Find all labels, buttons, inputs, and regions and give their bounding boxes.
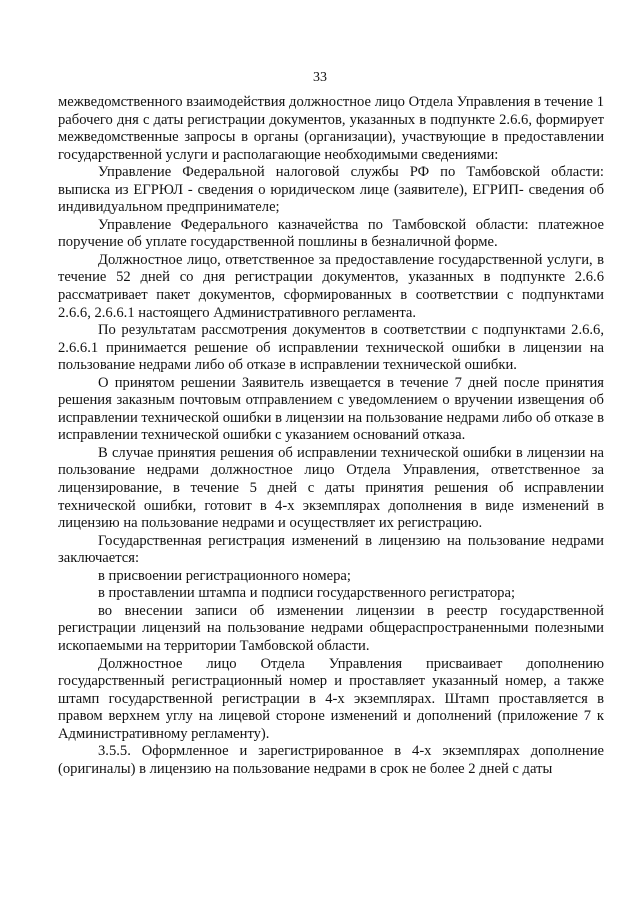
paragraph-state-registration: Государственная регистрация изменений в лицензию на пользование недрами заключается: xyxy=(58,532,604,567)
paragraph-applicant-notice: О принятом решении Заявитель извещается в течение 7 дней после принятия решения заказным почтовым отправлением с уведомлением о вручении извещения об исправлении технической ошибки в лицензии на пользование недрами либо об отказе в исправлении технической ошибки с указанием оснований отказа. xyxy=(58,374,604,444)
paragraph-section-3-5-5: 3.5.5. Оформленное и зарегистрированное в 4-х экземплярах дополнение (оригиналы) в лицензию на пользование недрами в срок не более 2 дней с даты xyxy=(58,743,604,777)
paragraph-assign-number: Должностное лицо Отдела Управления присваивает дополнению государственный регистрационный номер и проставляет указанный номер, а также штамп государственной регистрации в 4-х экземплярах. Штамп проставляется в правом верхнем углу на лицевой стороне изменений и дополнений (приложение 7 к Административному регламенту). xyxy=(58,655,604,742)
page-number: 33 xyxy=(313,70,327,85)
paragraph-tax-service: Управление Федеральной налоговой службы РФ по Тамбовской области: выписка из ЕГРЮЛ - сведения о юридическом лице (заявителе), ЕГРИП- сведения об индивидуальном предпринимателе; xyxy=(58,164,604,216)
paragraph-interagency-requests: межведомственного взаимодействия должностное лицо Отдела Управления в течение 1 рабочего дня с даты регистрации документов, указанных в подпункте 2.6.6, формирует межведомственные запросы в органы (организации), участвующие в предоставлении государственной услуги и располагающие необходимыми сведениями: xyxy=(58,94,604,163)
paragraph-treasury: Управление Федерального казначейства по Тамбовской области: платежное поручение об уплате государственной пошлины в безналичной форме. xyxy=(58,216,604,251)
paragraph-review-results: По результатам рассмотрения документов в соответствии с подпунктами 2.6.6, 2.6.6.1 принимается решение об исправлении технической ошибки в лицензии на пользование недрами либо об отказе в исправлении технической ошибки. xyxy=(58,322,604,374)
document-body xyxy=(58,94,604,778)
list-item-registry-entry: во внесении записи об изменении лицензии в реестр государственной регистрации лицензий на пользование недрами общераспространенными полезными ископаемыми на территории Тамбовской области. xyxy=(58,602,604,654)
list-item-registration-number: в присвоении регистрационного номера; xyxy=(98,567,351,584)
paragraph-correction-decision: В случае принятия решения об исправлении технической ошибки в лицензии на пользование недрами должностное лицо Отдела Управления, ответственное за лицензирование, в течение 5 дней с даты принятия решения об исправлении технической ошибки, готовит в 4-х экземплярах дополнения в виде изменений в лицензию на пользование недрами и осуществляет их регистрацию. xyxy=(58,444,604,532)
paragraph-official-review: Должностное лицо, ответственное за предоставление государственной услуги, в течение 52 дней со дня регистрации документов, указанных в подпункте 2.6.6 рассматривает пакет документов, сформированных в соответствии с подпунктами 2.6.6, 2.6.6.1 настоящего Административного регламента. xyxy=(58,251,604,321)
list-item-stamp-signature: в проставлении штампа и подписи государственного регистратора; xyxy=(98,585,515,602)
